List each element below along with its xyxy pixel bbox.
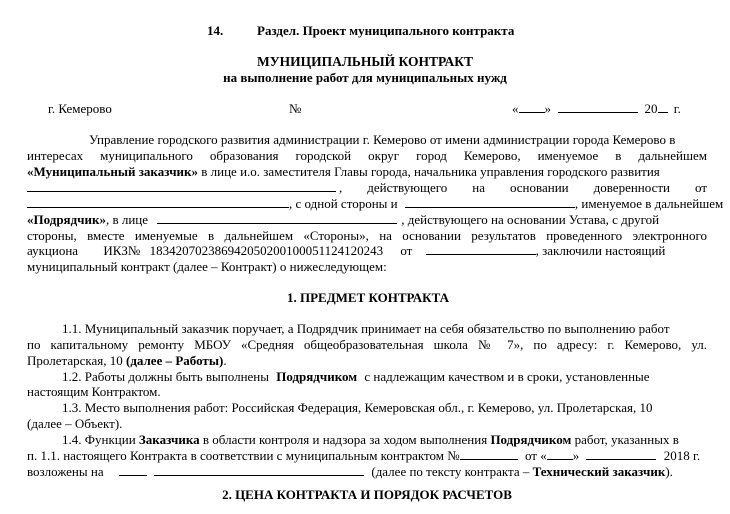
clause-1-3-line-1: 1.3. Место выполнения работ: Российская Федерация, Кемеровская обл., г. Кемерово, ул. Пролетарская, 10 bbox=[62, 400, 653, 415]
clause-1-1-line-3 bbox=[27, 353, 227, 369]
preamble-line-3 bbox=[27, 164, 660, 180]
contractor-rep-blank bbox=[157, 212, 397, 224]
contract-month-blank bbox=[586, 448, 656, 460]
municipal-customer-label: «Муниципальный заказчик» bbox=[27, 164, 199, 179]
preamble-line-9: муниципальный контракт (далее – Контракт) о нижеследующем: bbox=[27, 259, 387, 274]
date-year-blank bbox=[658, 101, 668, 113]
date-day-blank bbox=[519, 101, 545, 113]
contract-day-blank bbox=[547, 448, 573, 460]
clause-1-4-contractor: Подрядчиком bbox=[490, 432, 572, 447]
section-heading-2: 2. ЦЕНА КОНТРАКТА И ПОРЯДОК РАСЧЕТОВ bbox=[222, 487, 512, 502]
clause-1-4-contract-ref: п. 1.1. настоящего Контракта в соответствии с муниципальным контрактом № bbox=[27, 448, 460, 463]
clause-1-2-end: с надлежащим качеством и в сроки, установленные bbox=[364, 369, 650, 384]
contract-place: г. Кемерово bbox=[48, 101, 112, 116]
preamble-line-8-tail: , заключили настоящий bbox=[535, 243, 666, 258]
auction-word: аукциона bbox=[27, 243, 79, 258]
clause-1-1-line-1: 1.1. Муниципальный заказчик поручает, а Подрядчик принимает на себя обязательство по выполнению работ bbox=[62, 321, 670, 336]
date-close-quote: » bbox=[544, 101, 551, 116]
ikz-number: 183420702386942050200100051124120243 bbox=[149, 243, 384, 258]
clause-1-4-middle: в области контроля и надзора за ходом выполнения bbox=[202, 432, 488, 447]
section-number: 14. bbox=[207, 23, 224, 38]
preamble-line-1: Управление городского развития администрации г. Кемерово от имени администрации города Кемерово в bbox=[89, 132, 676, 147]
from-word: от bbox=[400, 243, 413, 258]
date-year-suffix: г. bbox=[673, 101, 681, 116]
preamble-line-5 bbox=[27, 196, 724, 212]
clause-1-2-contractor: Подрядчиком bbox=[276, 369, 358, 384]
date-month-blank bbox=[558, 101, 638, 113]
contract-subtitle: на выполнение работ для муниципальных нужд bbox=[223, 70, 507, 85]
preamble-line-7: стороны, вместе именуемые в дальнейшем «Стороны», на основании результатов проведенного электронного bbox=[27, 228, 707, 243]
representative-name-blank bbox=[27, 180, 336, 192]
clause-1-4-year: 2018 г. bbox=[663, 448, 701, 463]
clause-1-4-line-3 bbox=[27, 464, 673, 480]
preamble-line-5-tail: , именуемое в дальнейшем bbox=[574, 196, 724, 211]
contractor-label: «Подрядчик» bbox=[27, 212, 106, 227]
clause-1-4-close: ). bbox=[665, 464, 673, 479]
clause-1-4-end: работ, указанных в bbox=[574, 432, 679, 447]
technical-customer-blank-2 bbox=[154, 464, 364, 476]
auction-date-blank bbox=[426, 243, 536, 255]
clause-1-3-line-2: (далее – Объект). bbox=[27, 416, 123, 431]
section-title: Раздел. Проект муниципального контракта bbox=[257, 23, 515, 38]
technical-customer-definition: Технический заказчик bbox=[532, 464, 666, 479]
clause-1-2-line-2: настоящим Контрактом. bbox=[27, 384, 161, 399]
technical-customer-blank-1 bbox=[119, 464, 147, 476]
ikz-label: ИКЗ№ bbox=[103, 243, 141, 258]
clause-1-4-customer: Заказчика bbox=[138, 432, 200, 447]
preamble-line-5-rest: , с одной стороны и bbox=[289, 196, 398, 211]
clause-1-4-assigned: возложены на bbox=[27, 464, 104, 479]
clause-1-4-line-2 bbox=[27, 448, 700, 464]
preamble-line-4 bbox=[27, 180, 707, 196]
clause-1-4-quote: » bbox=[572, 448, 580, 463]
preamble-line-3-rest: в лице и.о. заместителя Главы города, начальника управления городского развития bbox=[201, 164, 660, 179]
preamble-line-8 bbox=[27, 243, 707, 259]
clause-1-2-start: 1.2. Работы должны быть выполнены bbox=[62, 369, 269, 384]
clause-1-1-address: Пролетарская, 10 bbox=[27, 353, 123, 368]
clause-1-4-from: от « bbox=[524, 448, 547, 463]
contract-date bbox=[512, 101, 681, 117]
works-definition: (далее – Работы) bbox=[125, 353, 224, 368]
contract-number-blank bbox=[460, 448, 518, 460]
contract-title: МУНИЦИПАЛЬНЫЙ КОНТРАКТ bbox=[256, 54, 474, 69]
clause-1-4-start: 1.4. Функции bbox=[62, 432, 136, 447]
preamble-line-2: интересах муниципального образования городской округ город Кемерово, именуемое в дальнейшем bbox=[27, 148, 707, 163]
preamble-line-4-rest: , действующего на основании доверенности от bbox=[339, 180, 707, 195]
date-open-quote: « bbox=[512, 101, 519, 116]
contractor-name-blank bbox=[405, 196, 575, 208]
date-year: 20 bbox=[644, 101, 658, 116]
preamble-line-6 bbox=[27, 212, 659, 228]
clause-1-2-line-1 bbox=[62, 369, 707, 385]
clause-1-1-line-2: по капитальному ремонту МБОУ «Средняя общеобразовательная школа № 7», по адресу: г. Кемерово, ул. bbox=[27, 337, 707, 352]
preamble-line-6-mid: , в лице bbox=[105, 212, 149, 227]
preamble-line-6-rest: , действующего на основании Устава, с другой bbox=[401, 212, 660, 227]
clause-1-4-line-1 bbox=[62, 432, 679, 448]
contract-number-sign: № bbox=[289, 101, 302, 116]
section-heading-1: 1. ПРЕДМЕТ КОНТРАКТА bbox=[286, 290, 450, 305]
poa-details-blank bbox=[27, 196, 289, 208]
clause-1-4-hereinafter: (далее по тексту контракта – bbox=[371, 464, 530, 479]
clause-1-1-period: . bbox=[223, 353, 227, 368]
